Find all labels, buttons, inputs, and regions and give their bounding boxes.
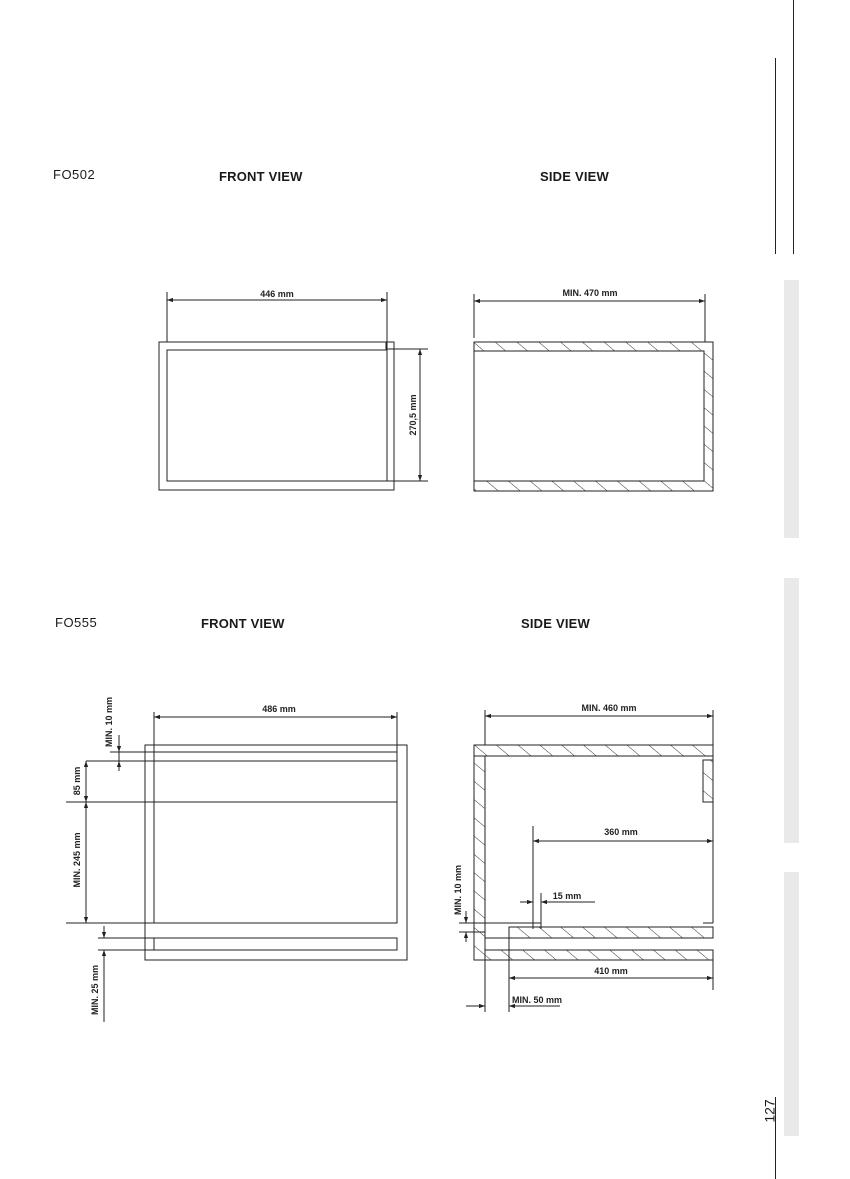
fo502-front-width-label: 446 mm bbox=[260, 289, 294, 299]
fo555-front-view-title: FRONT VIEW bbox=[201, 616, 285, 631]
fo555-front-min25-label: MIN. 25 mm bbox=[90, 964, 100, 1016]
fo502-front-view bbox=[159, 292, 428, 490]
model-label-fo502: FO502 bbox=[53, 167, 96, 182]
fo555-side-view-title: SIDE VIEW bbox=[521, 616, 590, 631]
fo555-front-min245-label: MIN. 245 mm bbox=[72, 832, 82, 888]
fo555-front-width-label: 486 mm bbox=[262, 704, 296, 714]
fo502-side-depth-label: MIN. 470 mm bbox=[562, 288, 618, 298]
fo555-side-min50-label: MIN. 50 mm bbox=[511, 995, 563, 1005]
fo555-front-85-label: 85 mm bbox=[72, 766, 82, 796]
fo555-front-min10-label: MIN. 10 mm bbox=[104, 696, 114, 748]
fo502-front-view-title: FRONT VIEW bbox=[219, 169, 303, 184]
fo555-side-15-label: 15 mm bbox=[552, 891, 582, 901]
fo555-side-410-label: 410 mm bbox=[594, 966, 628, 976]
fo555-side-view bbox=[459, 710, 713, 1012]
fo502-side-view-title: SIDE VIEW bbox=[540, 169, 609, 184]
fo555-side-min10-label: MIN. 10 mm bbox=[453, 864, 463, 916]
model-label-fo555: FO555 bbox=[55, 615, 98, 630]
fo502-front-height-label: 270,5 mm bbox=[408, 394, 418, 436]
fo502-side-view bbox=[474, 294, 713, 491]
fo555-side-360-label: 360 mm bbox=[604, 827, 638, 837]
page-number: 127 bbox=[761, 1099, 778, 1123]
fo555-front-view bbox=[66, 712, 407, 1022]
fo555-side-depth-label: MIN. 460 mm bbox=[581, 703, 637, 713]
